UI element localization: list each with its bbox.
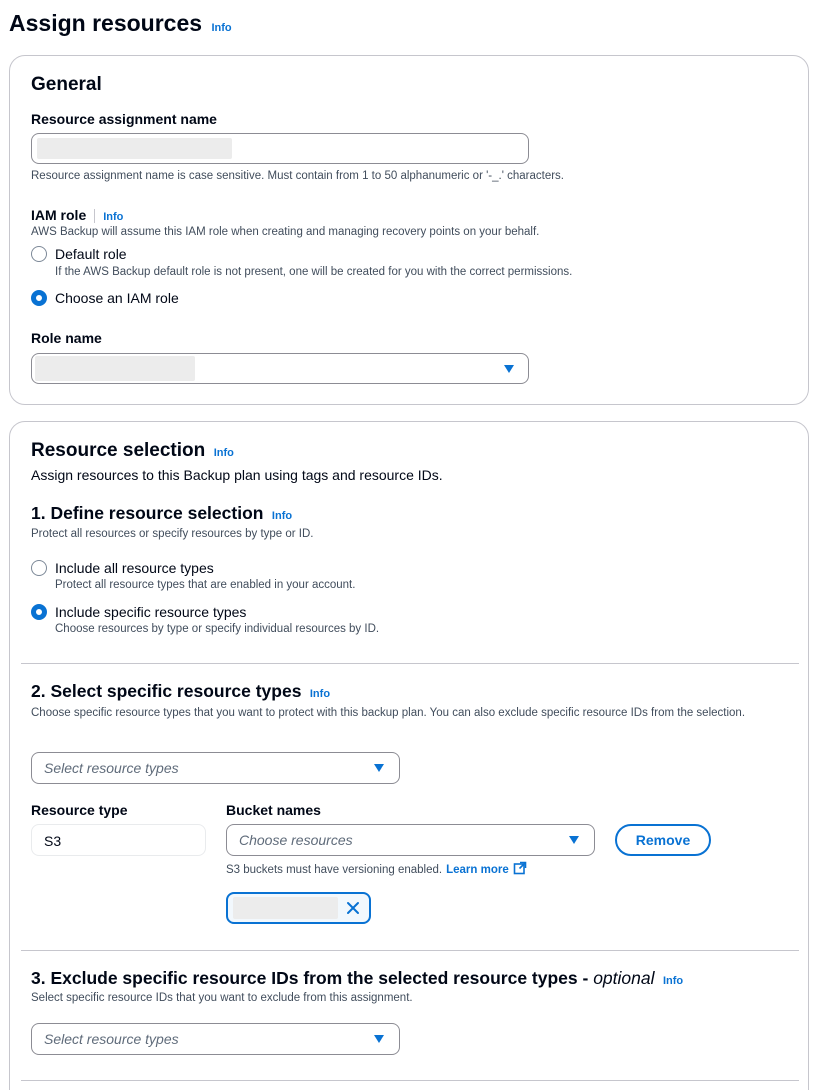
step3-optional: optional bbox=[593, 968, 655, 988]
resource-selection-desc: Assign resources to this Backup plan using tags and resource IDs. bbox=[31, 467, 443, 483]
step3-info-link[interactable]: Info bbox=[662, 975, 684, 987]
resource-selection-card bbox=[9, 421, 809, 1090]
page-header bbox=[9, 10, 232, 37]
select-resource-types-dropdown[interactable] bbox=[31, 752, 400, 784]
resource-type-value: S3 bbox=[44, 833, 62, 849]
resource-type-field bbox=[31, 824, 206, 856]
caret-down-icon bbox=[504, 365, 514, 373]
include-specific-radio[interactable] bbox=[31, 604, 47, 620]
iam-role-info-link[interactable]: Info bbox=[103, 211, 124, 223]
choose-role-label[interactable]: Choose an IAM role bbox=[55, 290, 179, 306]
bucket-names-label: Bucket names bbox=[226, 802, 321, 818]
learn-more-link[interactable]: Learn more bbox=[446, 863, 509, 876]
caret-down-icon bbox=[374, 764, 384, 772]
exclude-resource-types-dropdown[interactable] bbox=[31, 1023, 400, 1055]
resource-selection-header bbox=[31, 440, 234, 462]
external-link-icon[interactable] bbox=[513, 861, 527, 878]
resource-selection-title: Resource selection bbox=[31, 440, 206, 461]
redacted-value bbox=[233, 897, 338, 919]
general-title: General bbox=[31, 74, 102, 95]
bucket-names-dropdown[interactable] bbox=[226, 824, 595, 856]
step3-header bbox=[31, 968, 683, 989]
include-all-label[interactable]: Include all resource types bbox=[55, 560, 214, 576]
page-title: Assign resources bbox=[9, 10, 203, 36]
dropdown-placeholder: Choose resources bbox=[239, 832, 353, 848]
default-role-label[interactable]: Default role bbox=[55, 246, 127, 262]
step1-title: 1. Define resource selection bbox=[31, 503, 264, 523]
step1-desc: Protect all resources or specify resources by type or ID. bbox=[31, 528, 314, 540]
versioning-hint bbox=[226, 861, 527, 878]
step2-header bbox=[31, 681, 330, 702]
divider bbox=[94, 209, 95, 223]
include-specific-label[interactable]: Include specific resource types bbox=[55, 604, 247, 620]
dropdown-placeholder: Select resource types bbox=[44, 1031, 179, 1047]
assignment-name-input[interactable] bbox=[31, 133, 529, 164]
redacted-value bbox=[35, 356, 195, 381]
step2-desc: Choose specific resource types that you want to protect with this backup plan. You can also exclude specific resource IDs from the selection. bbox=[31, 707, 746, 719]
close-icon[interactable] bbox=[345, 900, 361, 921]
step1-info-link[interactable]: Info bbox=[271, 510, 293, 522]
assignment-name-hint: Resource assignment name is case sensitive. Must contain from 1 to 50 alphanumeric or '-_.' characters. bbox=[31, 170, 564, 182]
assignment-name-label: Resource assignment name bbox=[31, 111, 217, 127]
versioning-hint-text: S3 buckets must have versioning enabled. bbox=[226, 863, 443, 876]
step2-info-link[interactable]: Info bbox=[309, 688, 331, 700]
include-specific-desc: Choose resources by type or specify individual resources by ID. bbox=[55, 623, 380, 635]
page-info-link[interactable]: Info bbox=[211, 22, 232, 34]
resource-selection-info-link[interactable]: Info bbox=[213, 447, 234, 459]
iam-role-label: IAM role bbox=[31, 207, 87, 223]
include-all-desc: Protect all resource types that are enabled in your account. bbox=[55, 579, 356, 591]
dropdown-placeholder: Select resource types bbox=[44, 760, 179, 776]
step3-desc: Select specific resource IDs that you want to exclude from this assignment. bbox=[31, 992, 413, 1004]
choose-role-radio[interactable] bbox=[31, 290, 47, 306]
general-card bbox=[9, 55, 809, 405]
include-all-radio[interactable] bbox=[31, 560, 47, 576]
section-divider bbox=[21, 663, 799, 664]
step1-header bbox=[31, 503, 292, 524]
default-role-radio[interactable] bbox=[31, 246, 47, 262]
remove-button[interactable]: Remove bbox=[615, 824, 711, 856]
step3-title: 3. Exclude specific resource IDs from the selected resource types - bbox=[31, 968, 594, 988]
section-divider bbox=[21, 950, 799, 951]
caret-down-icon bbox=[374, 1035, 384, 1043]
resource-type-label: Resource type bbox=[31, 802, 128, 818]
iam-role-header bbox=[31, 207, 123, 225]
caret-down-icon bbox=[569, 836, 579, 844]
selected-bucket-token bbox=[226, 892, 371, 924]
section-divider bbox=[21, 1080, 799, 1081]
default-role-desc: If the AWS Backup default role is not present, one will be created for you with the correct permissions. bbox=[55, 266, 573, 278]
iam-role-desc: AWS Backup will assume this IAM role when creating and managing recovery points on your behalf. bbox=[31, 226, 540, 238]
step2-title: 2. Select specific resource types bbox=[31, 681, 302, 701]
role-name-select[interactable] bbox=[31, 353, 529, 384]
role-name-label: Role name bbox=[31, 330, 102, 346]
redacted-value bbox=[37, 138, 232, 159]
